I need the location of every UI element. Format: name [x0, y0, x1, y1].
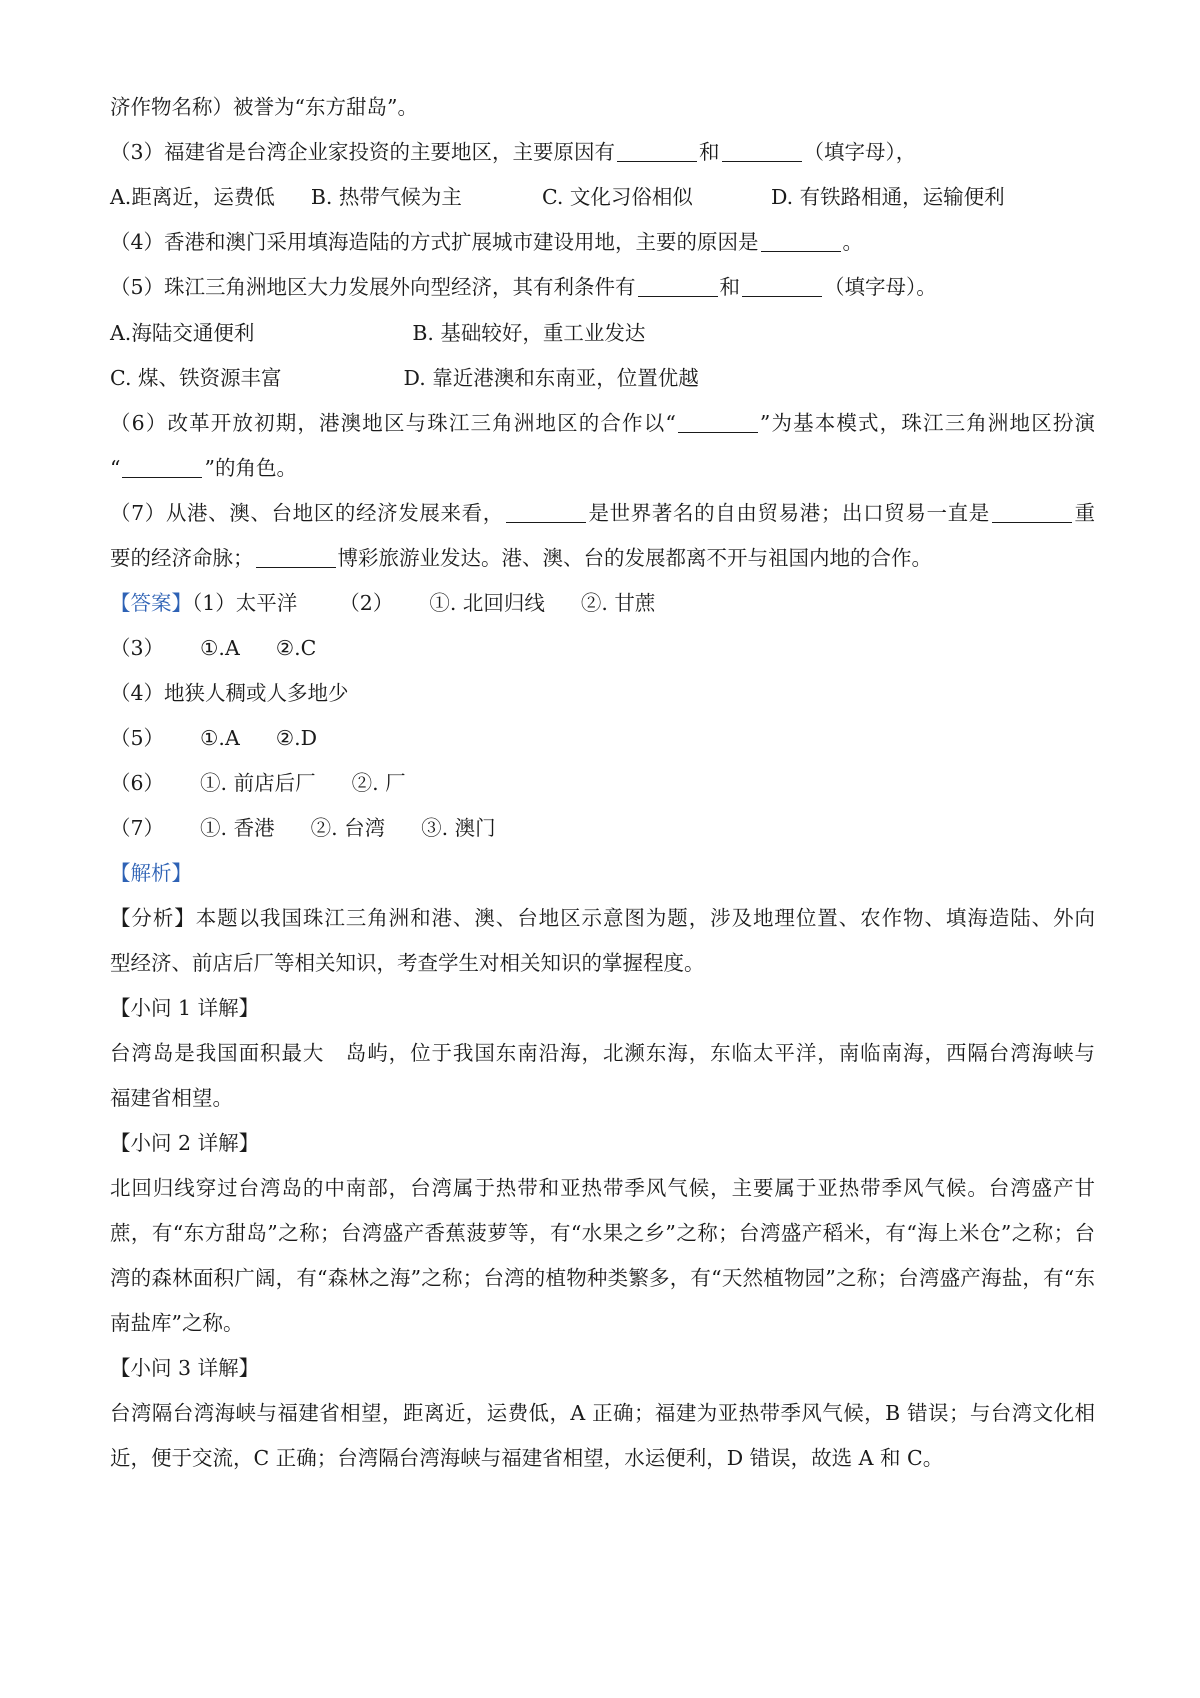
question-7-line-1	[110, 498, 1095, 528]
text: 博彩旅游业发达。港、澳、台的发展都离不开与祖国内地的合作。	[337, 546, 932, 570]
text: 南盐库”之称。	[110, 1311, 244, 1335]
text: 台湾岛是我国面积最大 岛屿，位于我国东南沿海，北濒东海，东临太平洋，南临南海，西隔台湾海峡与	[110, 1041, 1095, 1065]
answer-line-5	[110, 723, 317, 753]
answer-6-part-2: ②. 厂	[351, 771, 406, 795]
text: （4）香港和澳门采用填海造陆的方式扩展城市建设用地，主要的原因是	[110, 230, 759, 254]
explanation-text	[110, 1083, 233, 1113]
text: 台湾隔台湾海峡与福建省相望，距离近，运费低，A 正确；福建为亚热带季风气候，B 错误；与台湾文化相	[110, 1401, 1095, 1425]
analysis-text	[110, 903, 1095, 933]
question-6-line-1	[110, 408, 1095, 438]
answer-blank	[506, 502, 586, 523]
explanation-text	[110, 1398, 1095, 1428]
answer-line-6	[110, 768, 406, 798]
answer-blank	[742, 276, 822, 297]
explanation-text	[110, 1218, 1095, 1248]
answer-1: （1）太平洋	[192, 591, 298, 615]
option-a: A.海陆交通便利	[110, 321, 255, 345]
text: （5）珠江三角洲地区大力发展外向型经济，其有利条件有	[110, 275, 636, 299]
text: 【分析】本题以我国珠江三角洲和港、澳、台地区示意图为题，涉及地理位置、农作物、填海造陆、外向	[110, 906, 1095, 930]
explanation-text	[110, 1038, 1095, 1068]
answer-2-part-1: ①. 北回归线	[429, 591, 545, 615]
answer-7-part-3: ③. 澳门	[421, 816, 496, 840]
answer-3-label: （3）	[110, 636, 165, 660]
text: 要的经济命脉；	[110, 546, 254, 570]
explanation-text	[110, 1173, 1095, 1203]
text: 型经济、前店后厂等相关知识，考查学生对相关知识的掌握程度。	[110, 951, 705, 975]
section-heading	[110, 993, 259, 1023]
answer-5-part-2: ②.D	[275, 726, 318, 750]
text: 【小问 3 详解】	[110, 1356, 260, 1380]
text: “	[110, 456, 121, 480]
question-7-line-2	[110, 543, 932, 573]
answer-7-label: （7）	[110, 816, 165, 840]
answer-line-7	[110, 813, 496, 843]
explanation-text	[110, 1263, 1095, 1293]
answer-blank	[678, 412, 758, 433]
answer-3-part-2: ②.C	[275, 636, 317, 660]
answer-5-label: （5）	[110, 726, 165, 750]
explanation-text	[110, 1308, 243, 1338]
analysis-tag: 【解析】	[110, 861, 192, 885]
text: 近，便于交流，C 正确；台湾隔台湾海峡与福建省相望，水运便利，D 错误，故选 A 和 C。	[110, 1446, 944, 1470]
text: 和	[699, 140, 720, 164]
answer-blank	[722, 141, 802, 162]
text: 【小问 2 详解】	[110, 1131, 260, 1155]
text: （3）福建省是台湾企业家投资的主要地区，主要原因有	[110, 140, 616, 164]
answer-5-part-1: ①.A	[200, 726, 240, 750]
analysis-heading	[110, 858, 192, 888]
text: 是世界著名的自由贸易港；出口贸易一直是	[587, 501, 990, 525]
option-b: B. 基础较好，重工业发达	[412, 321, 646, 345]
question-5	[110, 272, 937, 302]
answer-4: （4）地狭人稠或人多地少	[110, 681, 349, 705]
answer-blank	[617, 141, 697, 162]
answer-blank	[761, 231, 841, 252]
text: （填字母）。	[824, 275, 937, 299]
answer-7-part-1: ①. 香港	[200, 816, 275, 840]
option-d: D. 靠近港澳和东南亚，位置优越	[403, 366, 699, 390]
text: 。	[842, 230, 864, 254]
option-b: B. 热带气候为主	[310, 185, 462, 209]
answer-line-3	[110, 633, 316, 663]
section-heading	[110, 1128, 259, 1158]
analysis-text	[110, 948, 705, 978]
text: 福建省相望。	[110, 1086, 233, 1110]
answer-line-1	[110, 588, 655, 618]
text: 蔗，有“东方甜岛”之称；台湾盛产香蕉菠萝等，有“水果之乡”之称；台湾盛产稻米，有“海上米仓”之称；台	[110, 1221, 1095, 1245]
answer-6-label: （6）	[110, 771, 165, 795]
answer-2-label: （2）	[339, 591, 394, 615]
text: 重	[1073, 501, 1096, 525]
answer-line-4	[110, 678, 349, 708]
text: 湾的森林面积广阔，有“森林之海”之称；台湾的植物种类繁多，有“天然植物园”之称；台湾盛产海盐，有“东	[110, 1266, 1095, 1290]
answer-blank	[122, 457, 202, 478]
option-d: D. 有铁路相通，运输便利	[770, 185, 1005, 209]
text: （7）从港、澳、台地区的经济发展来看，	[110, 501, 504, 525]
text: （6）改革开放初期，港澳地区与珠江三角洲地区的合作以“	[110, 411, 676, 435]
option-a: A.距离近，运费低	[110, 185, 275, 209]
option-c: C. 文化习俗相似	[541, 185, 693, 209]
text: 济作物名称）被誉为“东方甜岛”。	[110, 95, 418, 119]
question-3	[110, 137, 916, 167]
text: 和	[719, 275, 741, 299]
explanation-text	[110, 1443, 943, 1473]
text: ”的角色。	[204, 456, 297, 480]
answer-7-part-2: ②. 台湾	[310, 816, 386, 840]
option-c: C. 煤、铁资源丰富	[110, 366, 282, 390]
question-5-options-row-1	[110, 318, 645, 348]
answer-6-part-1: ①. 前店后厂	[200, 771, 316, 795]
answer-blank	[992, 502, 1072, 523]
text: （填字母），	[803, 140, 917, 164]
text: 【小问 1 详解】	[110, 996, 260, 1020]
question-6-line-2	[110, 453, 297, 483]
answer-3-part-1: ①.A	[200, 636, 240, 660]
section-heading	[110, 1353, 259, 1383]
answer-2-part-2: ②. 甘蔗	[580, 591, 656, 615]
question-line	[110, 92, 418, 122]
question-4	[110, 227, 863, 257]
answer-tag: 【答案】	[110, 591, 192, 615]
text: ”为基本模式，珠江三角洲地区扮演	[759, 411, 1095, 435]
answer-blank	[256, 547, 336, 568]
text: 北回归线穿过台湾岛的中南部，台湾属于热带和亚热带季风气候，主要属于亚热带季风气候。台湾盛产甘	[110, 1176, 1095, 1200]
question-3-options	[110, 182, 1005, 212]
answer-blank	[638, 276, 718, 297]
question-5-options-row-2	[110, 363, 699, 393]
